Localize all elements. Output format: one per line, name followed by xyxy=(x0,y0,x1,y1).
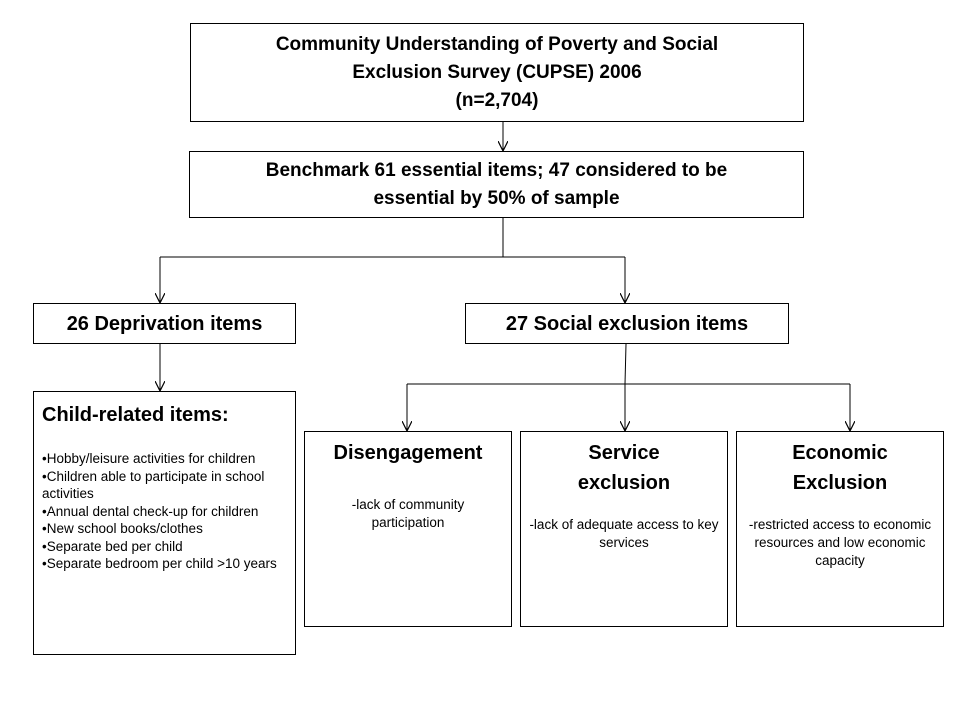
service-exclusion-title-line-2: exclusion xyxy=(577,472,671,494)
survey-title-line-1: Community Understanding of Poverty and Social xyxy=(275,33,719,55)
disengagement-title: Disengagement xyxy=(333,442,483,464)
benchmark-line-2: essential by 50% of sample xyxy=(373,187,620,209)
service-exclusion-box xyxy=(520,431,728,627)
economic-exclusion-title-line-2: Exclusion xyxy=(792,472,888,494)
list-item: • Hobby/leisure activities for children xyxy=(42,450,285,468)
social-exclusion-items-label: 27 Social exclusion items xyxy=(505,312,749,335)
economic-exclusion-description: -restricted access to economic resources and low economic capacity xyxy=(748,517,932,568)
economic-exclusion-title-line-1: Economic xyxy=(792,442,888,464)
social-exclusion-items-box xyxy=(465,303,789,344)
list-item: • New school books/clothes xyxy=(42,520,285,538)
disengagement-description: -lack of community participation xyxy=(351,497,465,530)
list-item: • Separate bedroom per child >10 years xyxy=(42,555,285,573)
benchmark-line-1: Benchmark 61 essential items; 47 considered to be xyxy=(265,159,728,181)
deprivation-items-box xyxy=(33,303,296,344)
service-exclusion-title-line-1: Service xyxy=(588,442,660,464)
deprivation-items-label: 26 Deprivation items xyxy=(66,312,263,335)
child-related-heading: Child-related items: xyxy=(42,404,229,426)
benchmark-box xyxy=(189,151,804,218)
list-item: • Children able to participate in school activities xyxy=(42,468,285,503)
economic-exclusion-box xyxy=(736,431,944,627)
line-social-down xyxy=(625,344,626,384)
survey-title-line-2: Exclusion Survey (CUPSE) 2006 xyxy=(352,61,642,83)
survey-sample-size: (n=2,704) xyxy=(455,89,539,111)
child-related-list xyxy=(42,450,285,573)
child-related-items-box xyxy=(33,391,296,655)
survey-box xyxy=(190,23,804,122)
service-exclusion-description: -lack of adequate access to key services xyxy=(529,517,719,550)
list-item: • Separate bed per child xyxy=(42,538,285,556)
list-item: • Annual dental check-up for children xyxy=(42,503,285,521)
disengagement-box xyxy=(304,431,512,627)
